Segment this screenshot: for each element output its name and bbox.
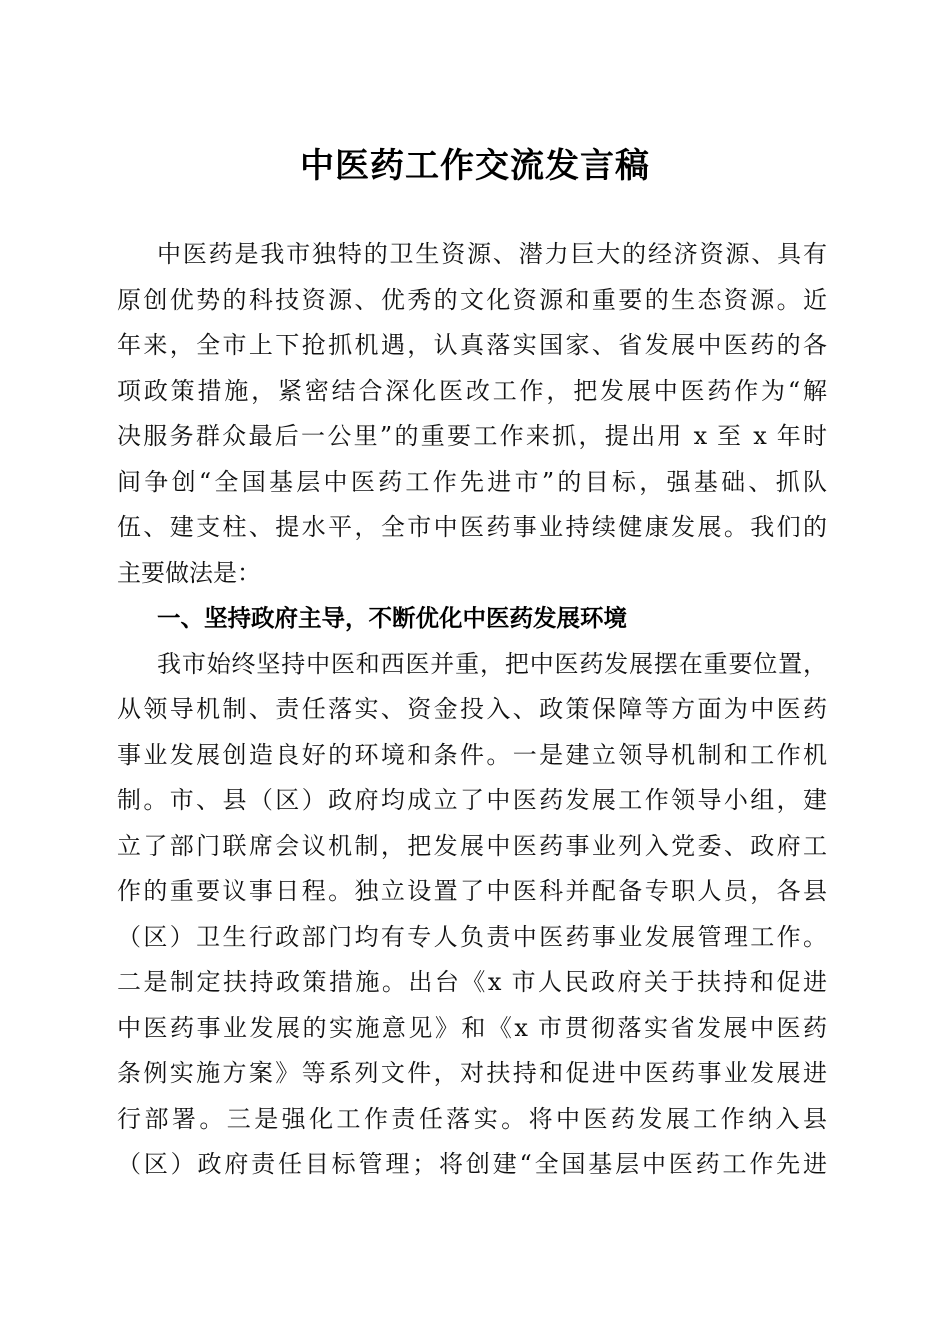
paragraph-line: 条例实施方案》等系列文件，对扶持和促进中医药事业发展进 bbox=[117, 1059, 827, 1087]
paragraph-line: 制。市、县（区）政府均成立了中医药发展工作领导小组，建 bbox=[117, 786, 827, 814]
paragraph-line: 年来，全市上下抢抓机遇，认真落实国家、省发展中医药的各 bbox=[117, 331, 827, 359]
document-body bbox=[117, 232, 827, 1188]
paragraph-line: 中医药事业发展的实施意见》和《x 市贯彻落实省发展中医药 bbox=[117, 1013, 827, 1042]
paragraph-line: 事业发展创造良好的环境和条件。一是建立领导机制和工作机 bbox=[117, 740, 827, 769]
paragraph-line: 作的重要议事日程。独立设置了中医科并配备专职人员，各县 bbox=[117, 877, 827, 905]
paragraph-line: 原创优势的科技资源、优秀的文化资源和重要的生态资源。近 bbox=[117, 285, 827, 314]
paragraph-line: （区）政府责任目标管理；将创建“全国基层中医药工作先进 bbox=[117, 1150, 827, 1178]
paragraph-line: （区）卫生行政部门均有专人负责中医药事业发展管理工作。 bbox=[117, 922, 827, 951]
paragraph-line: 中医药是我市独特的卫生资源、潜力巨大的经济资源、具有 bbox=[157, 240, 827, 268]
paragraph-line: 我市始终坚持中医和西医并重，把中医药发展摆在重要位置， bbox=[157, 649, 827, 678]
paragraph-line: 二是制定扶持政策措施。出台《x 市人民政府关于扶持和促进 bbox=[117, 968, 827, 996]
document-title: 中医药工作交流发言稿 bbox=[300, 146, 650, 186]
paragraph-line: 间争创“全国基层中医药工作先进市”的目标，强基础、抓队 bbox=[117, 467, 827, 496]
paragraph-line: 立了部门联席会议机制，把发展中医药事业列入党委、政府工 bbox=[117, 831, 827, 860]
paragraph-line: 从领导机制、责任落实、资金投入、政策保障等方面为中医药 bbox=[117, 695, 827, 723]
paragraph-line: 决服务群众最后一公里”的重要工作来抓，提出用 x 至 x 年时 bbox=[117, 422, 827, 450]
paragraph-line: 伍、建支柱、提水平，全市中医药事业持续健康发展。我们的 bbox=[117, 513, 827, 541]
section-heading: 一、坚持政府主导，不断优化中医药发展环境 bbox=[157, 604, 627, 632]
paragraph-line: 主要做法是： bbox=[117, 558, 261, 587]
paragraph-line: 行部署。三是强化工作责任落实。将中医药发展工作纳入县 bbox=[117, 1104, 827, 1133]
paragraph-line: 项政策措施，紧密结合深化医改工作，把发展中医药作为“解 bbox=[117, 376, 827, 405]
